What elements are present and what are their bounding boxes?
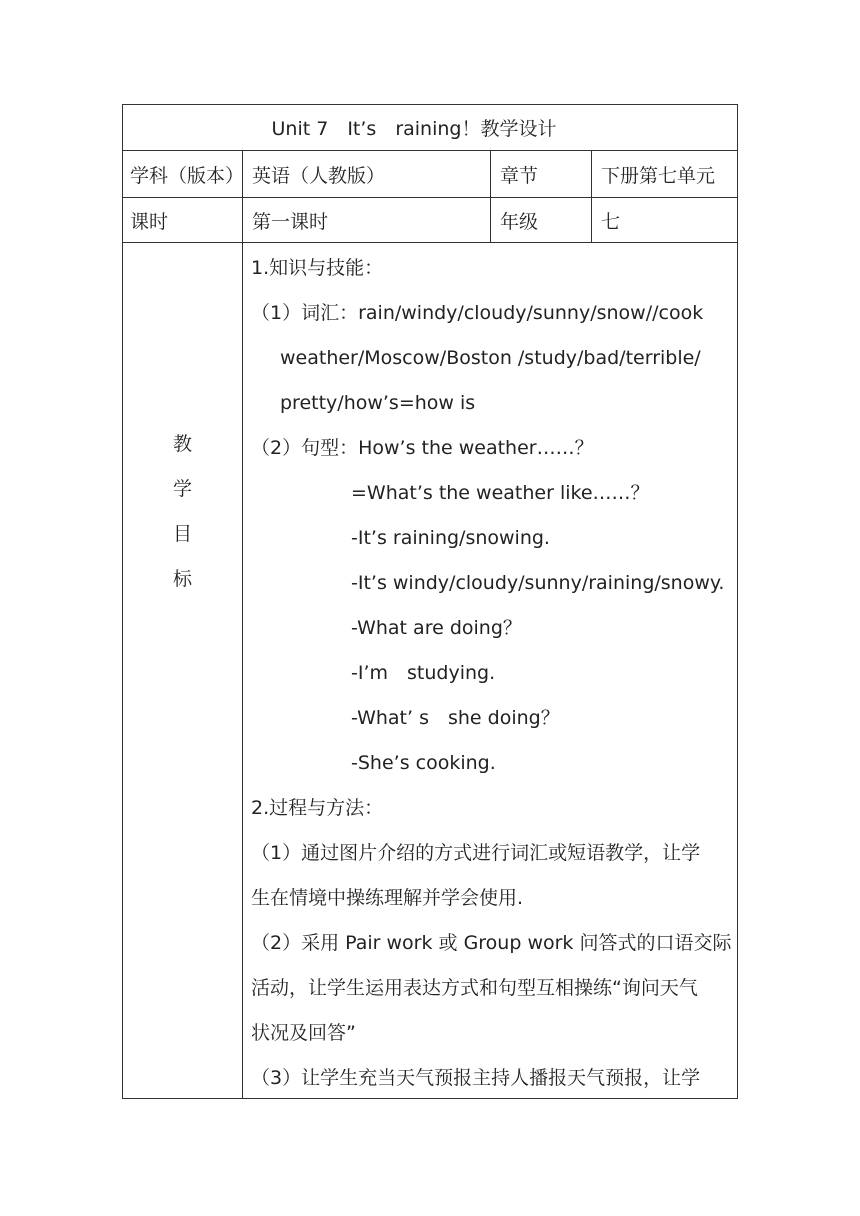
- document-title: Unit 7 It’s raining！教学设计: [271, 118, 557, 140]
- content-line: pretty/how’s=how is: [280, 392, 476, 414]
- subject-label: 学科（版本）: [130, 164, 245, 187]
- content-line: 生在情境中操练理解并学会使用.: [251, 887, 524, 909]
- content-line: （1）通过图片介绍的方式进行词汇或短语教学，让学: [251, 842, 701, 864]
- sentence-pattern: -She’s cooking.: [351, 752, 496, 774]
- period-label: 课时: [130, 210, 169, 233]
- objectives-label-char: 学: [172, 478, 192, 500]
- content-line: （3）让学生充当天气预报主持人播报天气预报，让学: [251, 1067, 701, 1089]
- content-line: 活动，让学生运用表达方式和句型互相操练“询问天气: [251, 977, 698, 999]
- period-value: 第一课时: [242, 198, 490, 242]
- grade-value: 七: [591, 198, 737, 242]
- chapter-value: 下册第七单元: [591, 151, 737, 197]
- sentence-pattern: -It’s windy/cloudy/sunny/raining/snowy.: [351, 572, 725, 594]
- period-row: [123, 198, 737, 243]
- objectives-label-char: 教: [172, 433, 192, 455]
- subject-value: 英语（人教版）: [242, 151, 490, 197]
- sentence-pattern: =What’s the weather like……？: [351, 482, 650, 504]
- objectives-label-char: 目: [172, 523, 192, 545]
- grade-label: 年级: [490, 198, 591, 242]
- sentence-pattern: -What are doing？: [351, 617, 522, 639]
- objectives-row: [123, 243, 737, 1098]
- content-line: （1）词汇：rain/windy/cloudy/sunny/snow//cook: [251, 302, 704, 324]
- objectives-label-cell: [123, 243, 242, 1098]
- content-line: weather/Moscow/Boston /study/bad/terrible/: [280, 347, 701, 369]
- objectives-label-char: 标: [172, 568, 192, 590]
- sentence-pattern: -I’m studying.: [351, 662, 496, 684]
- objectives-label: [123, 422, 242, 602]
- title-row: [123, 105, 737, 151]
- content-line: 状况及回答”: [251, 1022, 356, 1044]
- content-line: （2）采用 Pair work 或 Group work 问答式的口语交际: [251, 932, 732, 954]
- sentence-pattern: -It’s raining/snowing.: [351, 527, 550, 549]
- section-heading: 1.知识与技能：: [251, 257, 384, 279]
- subject-row: [123, 151, 737, 198]
- content-line: （2）句型：How’s the weather……？: [251, 437, 594, 459]
- section-heading: 2.过程与方法：: [251, 797, 384, 819]
- lesson-plan-table: [122, 104, 738, 1099]
- objectives-content: [242, 243, 737, 1098]
- sentence-pattern: -What’ s she doing？: [351, 707, 560, 729]
- chapter-label: 章节: [490, 151, 591, 197]
